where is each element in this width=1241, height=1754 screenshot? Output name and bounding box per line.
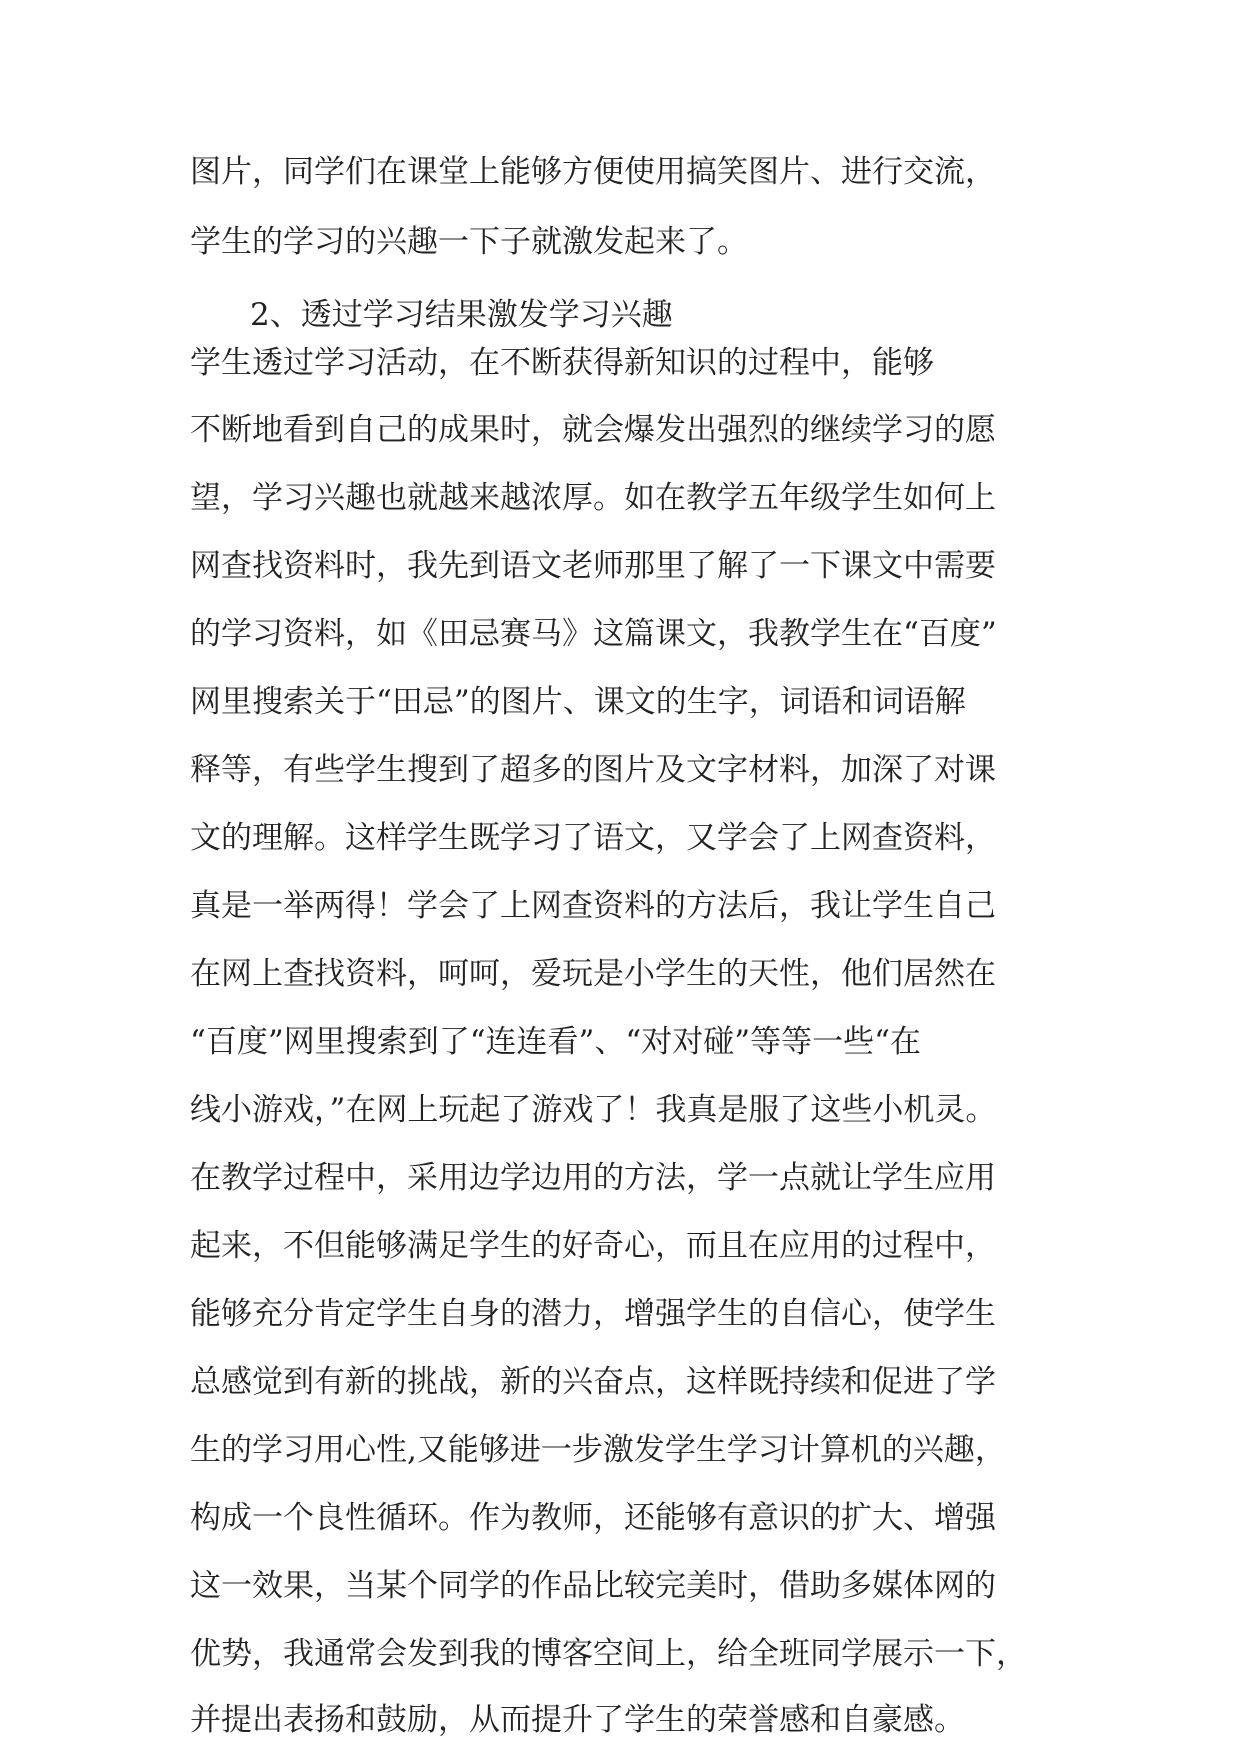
text-line: 在网上查找资料，呵呵，爱玩是小学生的天性，他们居然在 bbox=[190, 956, 996, 992]
text-line: 网里搜索关于“田忌”的图片、课文的生字，词语和词语解 bbox=[190, 684, 966, 720]
text-line: 线小游戏，”在网上玩起了游戏了！我真是服了这些小机灵。 bbox=[190, 1092, 997, 1128]
text-line: 学生的学习的兴趣一下子就激发起来了。 bbox=[190, 224, 748, 260]
text-line: 生的学习用心性,又能够进一步激发学生学习计算机的兴趣， bbox=[190, 1432, 1006, 1468]
text-line: 总感觉到有新的挑战，新的兴奋点，这样既持续和促进了学 bbox=[190, 1364, 996, 1400]
text-line: 望，学习兴趣也就越来越浓厚。如在教学五年级学生如何上 bbox=[190, 480, 996, 516]
text-line: 图片，同学们在课堂上能够方便使用搞笑图片、进行交流， bbox=[190, 154, 996, 190]
text-line: 能够充分肯定学生自身的潜力，增强学生的自信心，使学生 bbox=[190, 1296, 996, 1332]
text-line: 起来，不但能够满足学生的好奇心，而且在应用的过程中， bbox=[190, 1228, 996, 1264]
text-line: 文的理解。这样学生既学习了语文，又学会了上网查资料， bbox=[190, 820, 996, 856]
text-line: 真是一举两得！学会了上网查资料的方法后，我让学生自己 bbox=[190, 888, 996, 924]
text-line: 网查找资料时，我先到语文老师那里了解了一下课文中需要 bbox=[190, 548, 996, 584]
text-line: 的学习资料，如《田忌赛马》这篇课文，我教学生在“百度” bbox=[190, 616, 997, 652]
text-line: 释等，有些学生搜到了超多的图片及文字材料，加深了对课 bbox=[190, 752, 996, 788]
text-line: 不断地看到自己的成果时，就会爆发出强烈的继续学习的愿 bbox=[190, 412, 996, 448]
section-heading: 2、透过学习结果激发学习兴趣 bbox=[250, 297, 673, 333]
text-line: 这一效果，当某个同学的作品比较完美时，借助多媒体网的 bbox=[190, 1568, 996, 1604]
text-line: 并提出表扬和鼓励，从而提升了学生的荣誉感和自豪感。 bbox=[190, 1702, 965, 1738]
text-line: “百度”网里搜索到了“连连看”、“对对碰”等等一些“在 bbox=[190, 1024, 921, 1060]
text-line: 在教学过程中，采用边学边用的方法，学一点就让学生应用 bbox=[190, 1160, 996, 1196]
text-line: 优势，我通常会发到我的博客空间上，给全班同学展示一下， bbox=[190, 1636, 1027, 1672]
text-line: 构成一个良性循环。作为教师，还能够有意识的扩大、增强 bbox=[190, 1500, 996, 1536]
text-line: 学生透过学习活动，在不断获得新知识的过程中，能够 bbox=[190, 345, 934, 381]
